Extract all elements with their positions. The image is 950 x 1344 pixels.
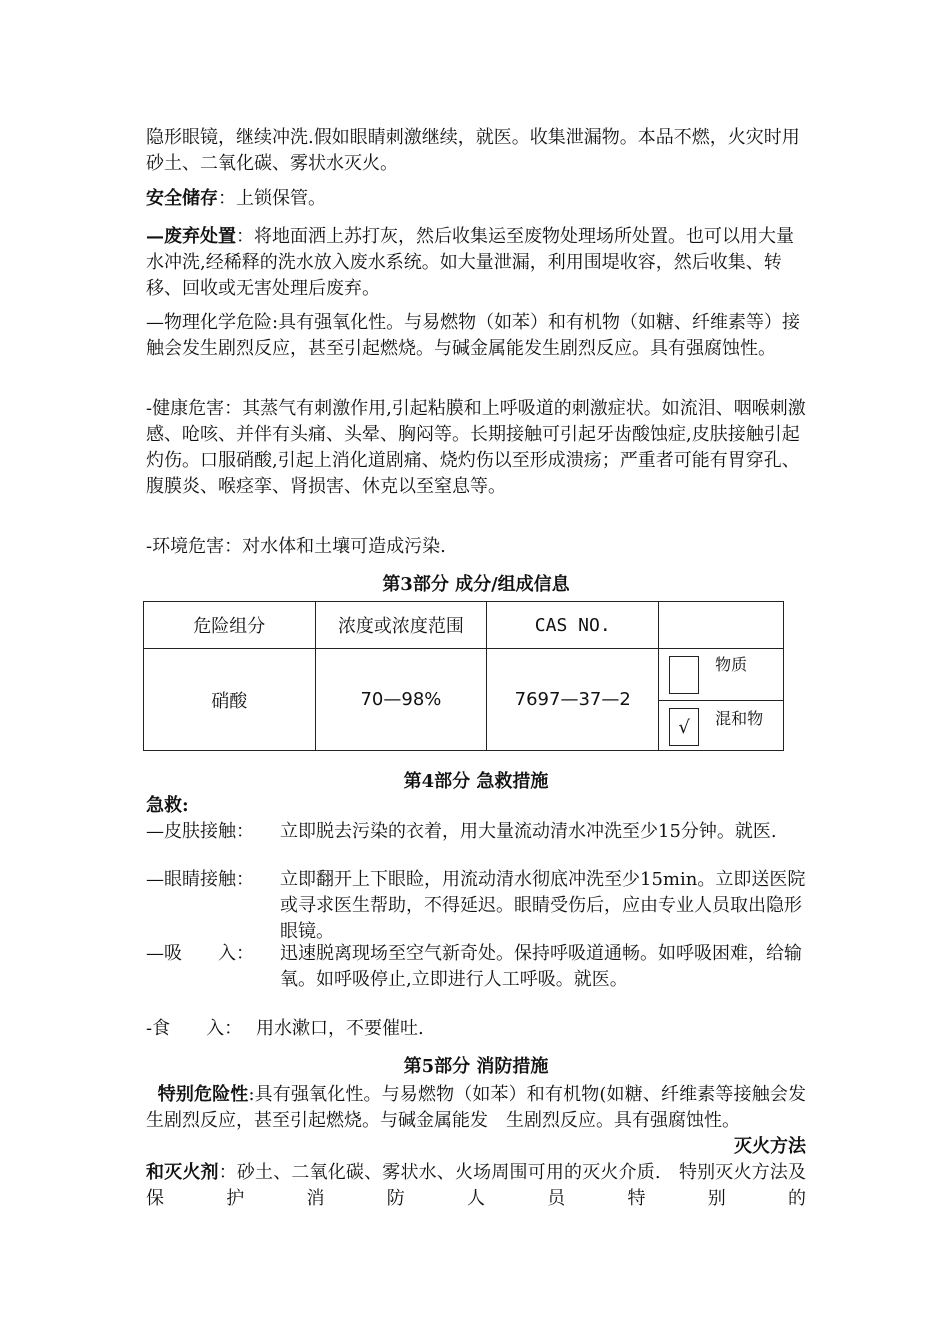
disposal-label: —废弃处置: [146, 226, 236, 247]
skin-text: 立即脱去污染的衣着，用大量流动清水冲洗至少15分钟。就医.: [280, 821, 777, 842]
storage-label: 安全储存: [146, 188, 218, 209]
composition-table: [143, 601, 784, 751]
paragraph-env-hazard: -环境危害：对水体和土壤可造成污染.: [146, 536, 446, 557]
cell-divider: [659, 700, 783, 701]
first-aid-heading: 急救:: [146, 795, 189, 816]
inhalation-label: —吸 入：: [146, 943, 254, 964]
mixture-checkbox[interactable]: √: [669, 708, 699, 746]
paragraph-disposal: [146, 224, 806, 302]
header-blank: [659, 602, 784, 649]
cell-component: 硝酸: [144, 649, 316, 751]
header-component: 危险组分: [144, 602, 316, 649]
ingestion-label: -食 入：: [146, 1018, 243, 1039]
mixture-label: 混和物: [715, 708, 764, 728]
ingestion-text: 用水漱口，不要催吐.: [256, 1018, 424, 1039]
inhalation-text: 迅速脱离现场至空气新奇处。保持呼吸道通畅。如呼吸困难，给输氧。如呼吸停止,立即进行人工呼吸。就医。: [280, 943, 802, 990]
cell-concentration: 70—98%: [315, 649, 487, 751]
disposal-text: ：将地面洒上苏打灰，然后收集运至废物处理场所处置。也可以用大量水冲洗,经稀释的洗水放入废水系统。如大量泄漏，利用围堤收容，然后收集、转移、回收或无害处理后废弃。: [146, 226, 794, 299]
section3-title: 第3部分 成分/组成信息: [382, 574, 570, 595]
paragraph-health-hazard: -健康危害：其蒸气有刺激作用,引起粘膜和上呼吸道的刺激症状。如流泪、咽喉刺激感、呛咳、并伴有头痛、头晕、胸闷等。长期接触可引起牙齿酸蚀症,皮肤接触引起灼伤。口服硝酸,引起上消化道剧痛、烧灼伤以至形成溃疡；严重者可能有胃穿孔、腹膜炎、喉痉挛、肾损害、休克以至窒息等。: [146, 398, 806, 497]
header-cas: CAS NO.: [487, 602, 659, 649]
cell-cas: 7697—37—2: [487, 649, 659, 751]
paragraph-extinguishing: [146, 1160, 806, 1212]
eyes-text: 立即翻开上下眼睑，用流动清水彻底冲洗至少15min。立即送医院或寻求医生帮助，不得延迟。眼睛受伤后，应由专业人员取出隐形眼镜。: [280, 869, 806, 942]
section5-title: 第5部分 消防措施: [403, 1056, 549, 1077]
fire-hazard-text: :具有强氧化性。与易燃物（如苯）和有机物(如糖、纤维素等接触会发生剧烈反应，甚至引起燃烧。与碱金属能发 生剧烈反应。具有强腐蚀性。: [146, 1084, 806, 1131]
table-row: [144, 649, 784, 751]
skin-label: —皮肤接触：: [146, 821, 254, 842]
storage-text: ：上锁保管。: [218, 188, 326, 209]
substance-label: 物质: [715, 654, 748, 674]
type-options: [659, 650, 783, 750]
substance-checkbox[interactable]: [669, 656, 699, 694]
paragraph-storage: [146, 186, 806, 212]
fire-hazard-label: 特别危险性: [157, 1084, 249, 1105]
paragraph-leak-handling: 隐形眼镜，继续冲洗.假如眼睛刺激继续，就医。收集泄漏物。本品不燃，火灾时用砂土、二氧化碳、雾状水灭火。: [146, 127, 800, 174]
extinguish-text: ：砂土、二氧化碳、雾状水、火场周围可用的灭火介质. 特别灭火方法及保护消防人员特别的: [146, 1162, 807, 1209]
eyes-label: —眼睛接触：: [146, 869, 254, 890]
header-concentration: 浓度或浓度范围: [315, 602, 487, 649]
extinguish-method-label: 灭火方法: [734, 1136, 806, 1157]
extinguish-agent-label: 和灭火剂: [146, 1162, 219, 1183]
section4-title: 第4部分 急救措施: [403, 771, 549, 792]
cell-type: [659, 649, 784, 751]
paragraph-phys-hazard: —物理化学危险:具有强氧化性。与易燃物（如苯）和有机物（如糖、纤维素等）接触会发生剧烈反应，甚至引起燃烧。与碱金属能发生剧烈反应。具有强腐蚀性。: [146, 312, 801, 359]
table-header-row: [144, 602, 784, 649]
paragraph-fire-hazard: [146, 1082, 806, 1134]
